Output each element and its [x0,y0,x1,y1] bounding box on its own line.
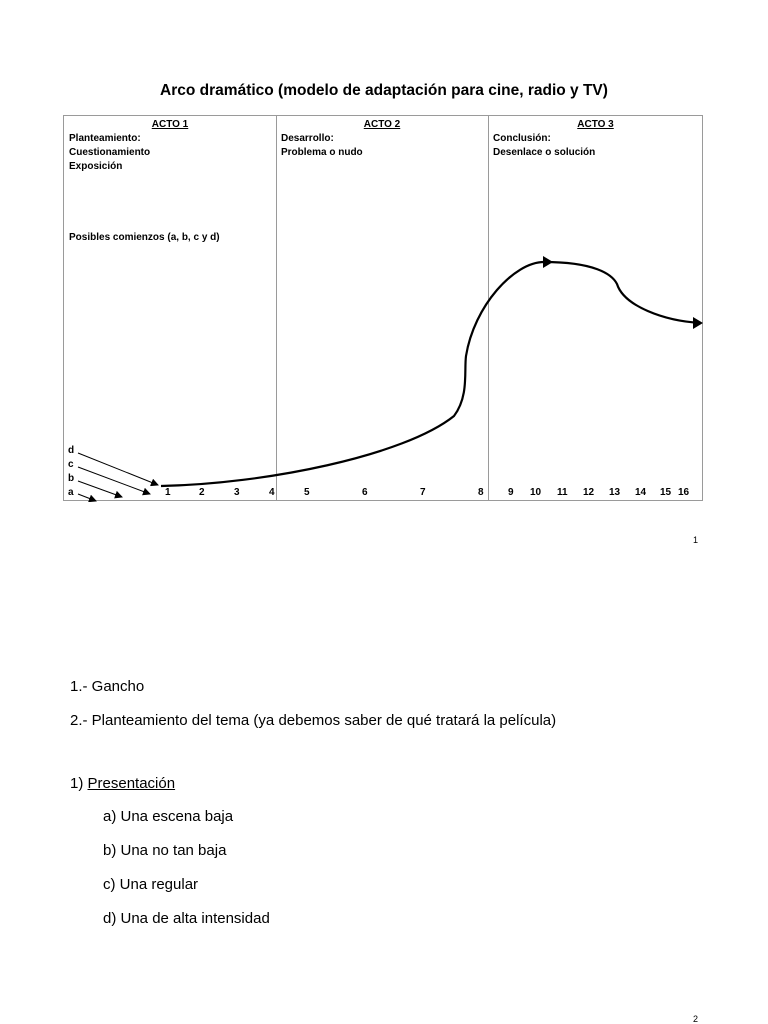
option-b: b) Una no tan baja [103,842,227,859]
start-arrows [78,453,158,501]
scale-number-16: 16 [678,487,690,498]
act-3-line-2: Desenlace o solución [493,147,596,158]
start-label-d: d [68,445,75,456]
start-label-a: a [68,487,74,498]
scale-number-5: 5 [304,487,310,498]
act-1-line-3: Exposición [69,161,123,172]
scale-number-2: 2 [199,487,205,498]
start-arrow-b [78,481,122,497]
act-3-line-1: Conclusión: [493,133,551,144]
start-arrow-d [78,453,158,485]
scale-number-9: 9 [508,487,514,498]
document-title: Arco dramático (modelo de adaptación para cine, radio y TV) [160,82,608,99]
scale-number-10: 10 [530,487,542,498]
dramatic-arc-diagram [63,115,703,501]
page-number-2: 2 [693,1014,699,1024]
scale-number-6: 6 [362,487,368,498]
section-number: 1) [70,775,88,792]
scale-number-7: 7 [420,487,426,498]
act-1-heading: ACTO 1 [151,119,189,130]
arc-line [161,262,701,486]
dramatic-arc-curve [64,116,704,502]
page-number-1: 1 [693,535,699,545]
scale-number-1: 1 [165,487,171,498]
act-2-heading: ACTO 2 [363,119,401,130]
scale-number-3: 3 [234,487,240,498]
scale-number-11: 11 [557,487,568,498]
start-label-c: c [68,459,74,470]
list-item-gancho: 1.- Gancho [70,678,145,695]
start-arrow-c [78,467,150,494]
scale-number-14: 14 [635,487,647,498]
act-3-heading: ACTO 3 [577,119,614,130]
start-arrow-a [78,494,96,501]
arc-peak-arrowhead [543,256,553,268]
scale-number-15: 15 [660,487,672,498]
possible-beginnings-label: Posibles comienzos (a, b, c y d) [69,232,220,243]
scale-number-12: 12 [583,487,595,498]
scale-number-13: 13 [609,487,621,498]
act-2-line-1: Desarrollo: [281,133,334,144]
section-title: Presentación [87,775,176,792]
act-2-line-2: Problema o nudo [281,147,363,158]
list-item-planteamiento: 2.- Planteamiento del tema (ya debemos saber de qué tratará la película) [70,712,557,729]
start-label-b: b [68,473,75,484]
section-presentacion [70,775,175,792]
scale-number-8: 8 [478,487,484,498]
option-c: c) Una regular [103,876,199,893]
option-a: a) Una escena baja [103,808,234,825]
act-1-line-1: Planteamiento: [69,133,141,144]
act-1-line-2: Cuestionamiento [69,147,151,158]
arc-end-arrowhead [693,317,703,329]
option-d: d) Una de alta intensidad [103,910,270,927]
scale-number-4: 4 [269,487,275,498]
